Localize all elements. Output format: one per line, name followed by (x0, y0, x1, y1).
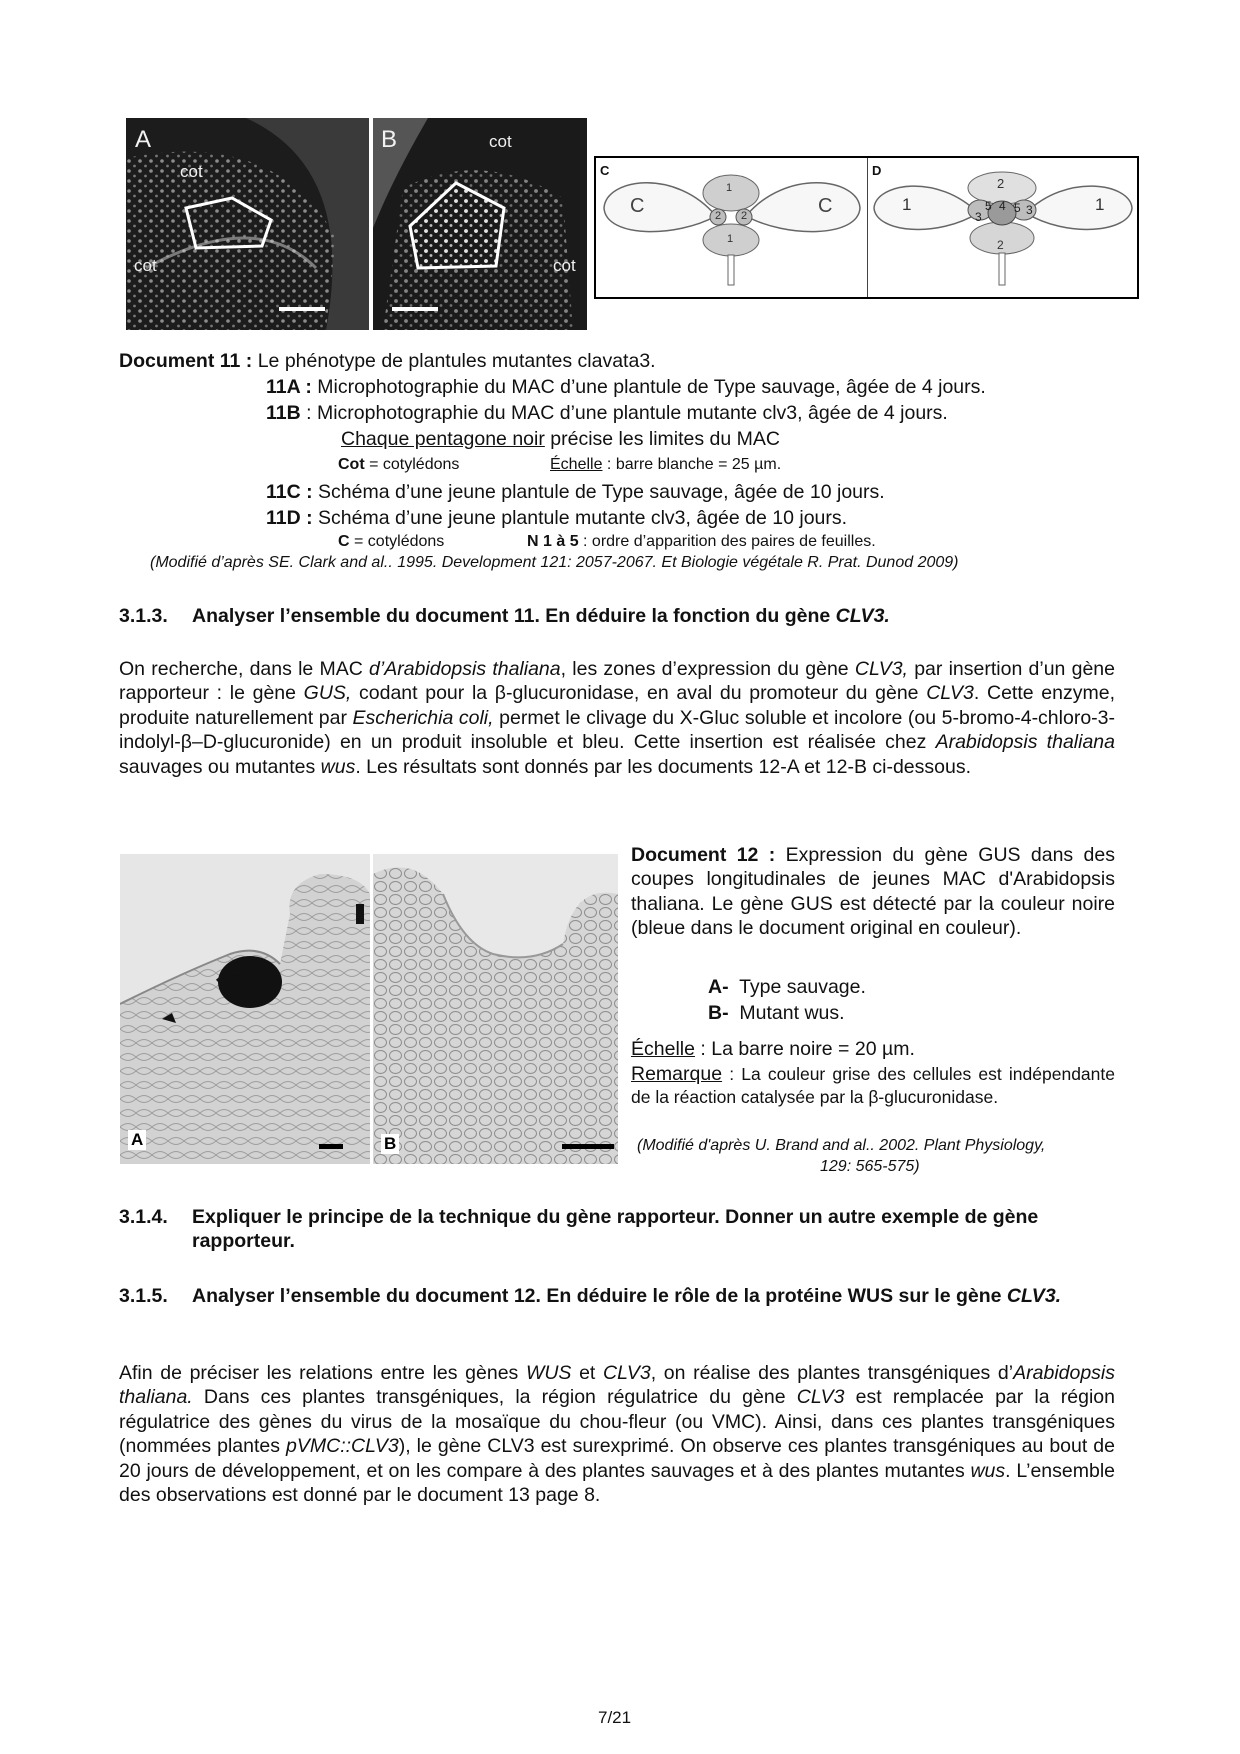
leaf-number: 5 (985, 199, 992, 213)
doc11-c-legend: C = cotylédons (338, 533, 445, 550)
doc11-caption-a: 11A : Microphotographie du MAC d’une plantule de Type sauvage, âgée de 4 jours. (266, 376, 986, 398)
leaf-number: 1 (902, 195, 912, 214)
doc11-caption-b: 11B : Microphotographie du MAC d’une plantule mutante clv3, âgée de 4 jours. (266, 402, 948, 424)
leaf-number: 1 (1095, 195, 1105, 214)
scale-bar (319, 1144, 343, 1149)
doc11-source: (Modifié d’après SE. Clark and al.. 1995. Development 121: 2057-2067. Et Biologie végétale R. Prat. Dunod 2009) (150, 554, 959, 571)
panel-letter-c: C (600, 163, 610, 178)
doc12-remark: Remarque : La couleur grise des cellules est indépendante de la réaction catalysée par la β-glucuronidase. (631, 1063, 1115, 1108)
leaf-number: 5 (1014, 201, 1021, 215)
doc12-scale: Échelle : La barre noire = 20 µm. (631, 1038, 915, 1060)
question-3-1-4: 3.1.4. Expliquer le principe de la technique du gène rapporteur. Donner un autre exemple de gène rapporteur. (119, 1206, 1039, 1252)
figure-11cd (594, 156, 1139, 299)
leaf-number: 2 (997, 176, 1005, 191)
leaf-number: 2 (741, 210, 748, 222)
plantule-wild-schema (596, 158, 867, 297)
figure-11d (868, 158, 1137, 297)
leaf-number: 3 (1026, 203, 1033, 217)
figure-12b (373, 854, 618, 1164)
leaf-number: 3 (975, 210, 982, 224)
panel-letter-b: B (381, 126, 398, 153)
figure-12a-micrograph (120, 854, 370, 1164)
doc11-caption-c: 11C : Schéma d’une jeune plantule de Type sauvage, âgée de 10 jours. (266, 481, 885, 503)
doc12-item-b: B- Mutant wus. (708, 1002, 845, 1024)
cot-label: cot (489, 132, 512, 151)
panel-letter-b: B (381, 1134, 399, 1154)
doc12-source-line2: 129: 565-575) (820, 1158, 920, 1175)
doc11-cot-legend: Cot = cotylédons (338, 456, 460, 473)
paragraph-gus: On recherche, dans le MAC d’Arabidopsis thaliana, les zones d’expression du gène CLV3, par insertion d’un gène rapporteur : le gène GUS, codant pour la β-glucuronidase, en aval du promoteur du gène CLV3. Cette enzyme, produite naturellement par Escherichia coli, permet le clivage du X-Gluc soluble et incolore (ou 5-bromo-4-chloro-3-indolyl-β–D-glucuronide) en un produit insoluble et bleu. Cette insertion est réalisée chez Arabidopsis thaliana sauvages ou mutantes wus. Les résultats sont donnés par les documents 12-A et 12-B ci-dessous. (119, 658, 1116, 778)
doc12-caption: Document 12 : Expression du gène GUS dans des coupes longitudinales de jeunes MAC d'Arabidopsis thaliana. Le gène GUS est détecté par la couleur noire (bleue dans le document original en couleur). (631, 844, 1115, 940)
scale-bar (562, 1144, 614, 1149)
doc12-item-a: A- Type sauvage. (708, 976, 866, 998)
leaf-number: 2 (715, 210, 722, 222)
panel-letter-a: A (135, 126, 152, 153)
figure-11b (373, 118, 587, 330)
leaf-number: 1 (727, 233, 734, 245)
figure-11c (596, 158, 868, 297)
question-3-1-3: 3.1.3. Analyser l’ensemble du document 11. En déduire la fonction du gène CLV3. (119, 605, 890, 627)
cotyledon-label: C (818, 195, 833, 217)
doc11-caption-d: 11D : Schéma d’une jeune plantule mutante clv3, âgée de 10 jours. (266, 507, 848, 529)
question-3-1-5: 3.1.5. Analyser l’ensemble du document 12. En déduire le rôle de la protéine WUS sur le gène CLV3. (119, 1285, 1062, 1307)
doc11-scale-legend: Échelle : barre blanche = 25 µm. (550, 456, 782, 473)
cot-label: cot (180, 162, 203, 181)
figure-11b-micrograph (373, 118, 587, 330)
paragraph-transgenic: Afin de préciser les relations entre les gènes WUS et CLV3, on réalise des plantes transgéniques d’Arabidopsis thaliana. Dans ces plantes transgéniques, la région régulatrice du gène CLV3 est remplacée par la région régulatrice des gènes du virus de la mosaïque du chou-fleur (ou VMC). Ainsi, dans ces plantes transgéniques (nommées plantes pVMC::CLV3), le gène CLV3 est surexprimé. On observe ces plantes transgéniques au bout de 20 jours de développement, et on les compare à des plantes sauvages et à des plantes mutantes wus. L’ensemble des observations est donné par le document 13 page 8. (119, 1362, 1116, 1507)
doc11-n-legend: N 1 à 5 : ordre d’apparition des paires de feuilles. (527, 533, 876, 550)
doc11-title: Document 11 : Le phénotype de plantules mutantes clavata3. (119, 350, 656, 372)
scale-bar (392, 307, 438, 311)
doc11-pentagon-note: Chaque pentagone noir précise les limites du MAC (341, 428, 780, 450)
leaf-number: 1 (726, 182, 733, 194)
figure-11a-micrograph (126, 118, 369, 330)
leaf-number: 2 (997, 238, 1004, 252)
page-number: 7/21 (598, 1708, 632, 1727)
panel-letter-d: D (872, 163, 882, 178)
cot-label: cot (134, 256, 157, 275)
figure-11a (126, 118, 369, 330)
cotyledon-label: C (630, 195, 645, 217)
doc12-source-line1: (Modifié d'après U. Brand and al.. 2002. Plant Physiology, (637, 1137, 1046, 1154)
panel-letter-a: A (128, 1130, 146, 1150)
figure-12a (120, 854, 370, 1164)
leaf-number: 4 (999, 199, 1006, 213)
cot-label: cot (553, 256, 576, 275)
scale-bar (279, 307, 325, 311)
figure-12b-micrograph (373, 854, 618, 1164)
